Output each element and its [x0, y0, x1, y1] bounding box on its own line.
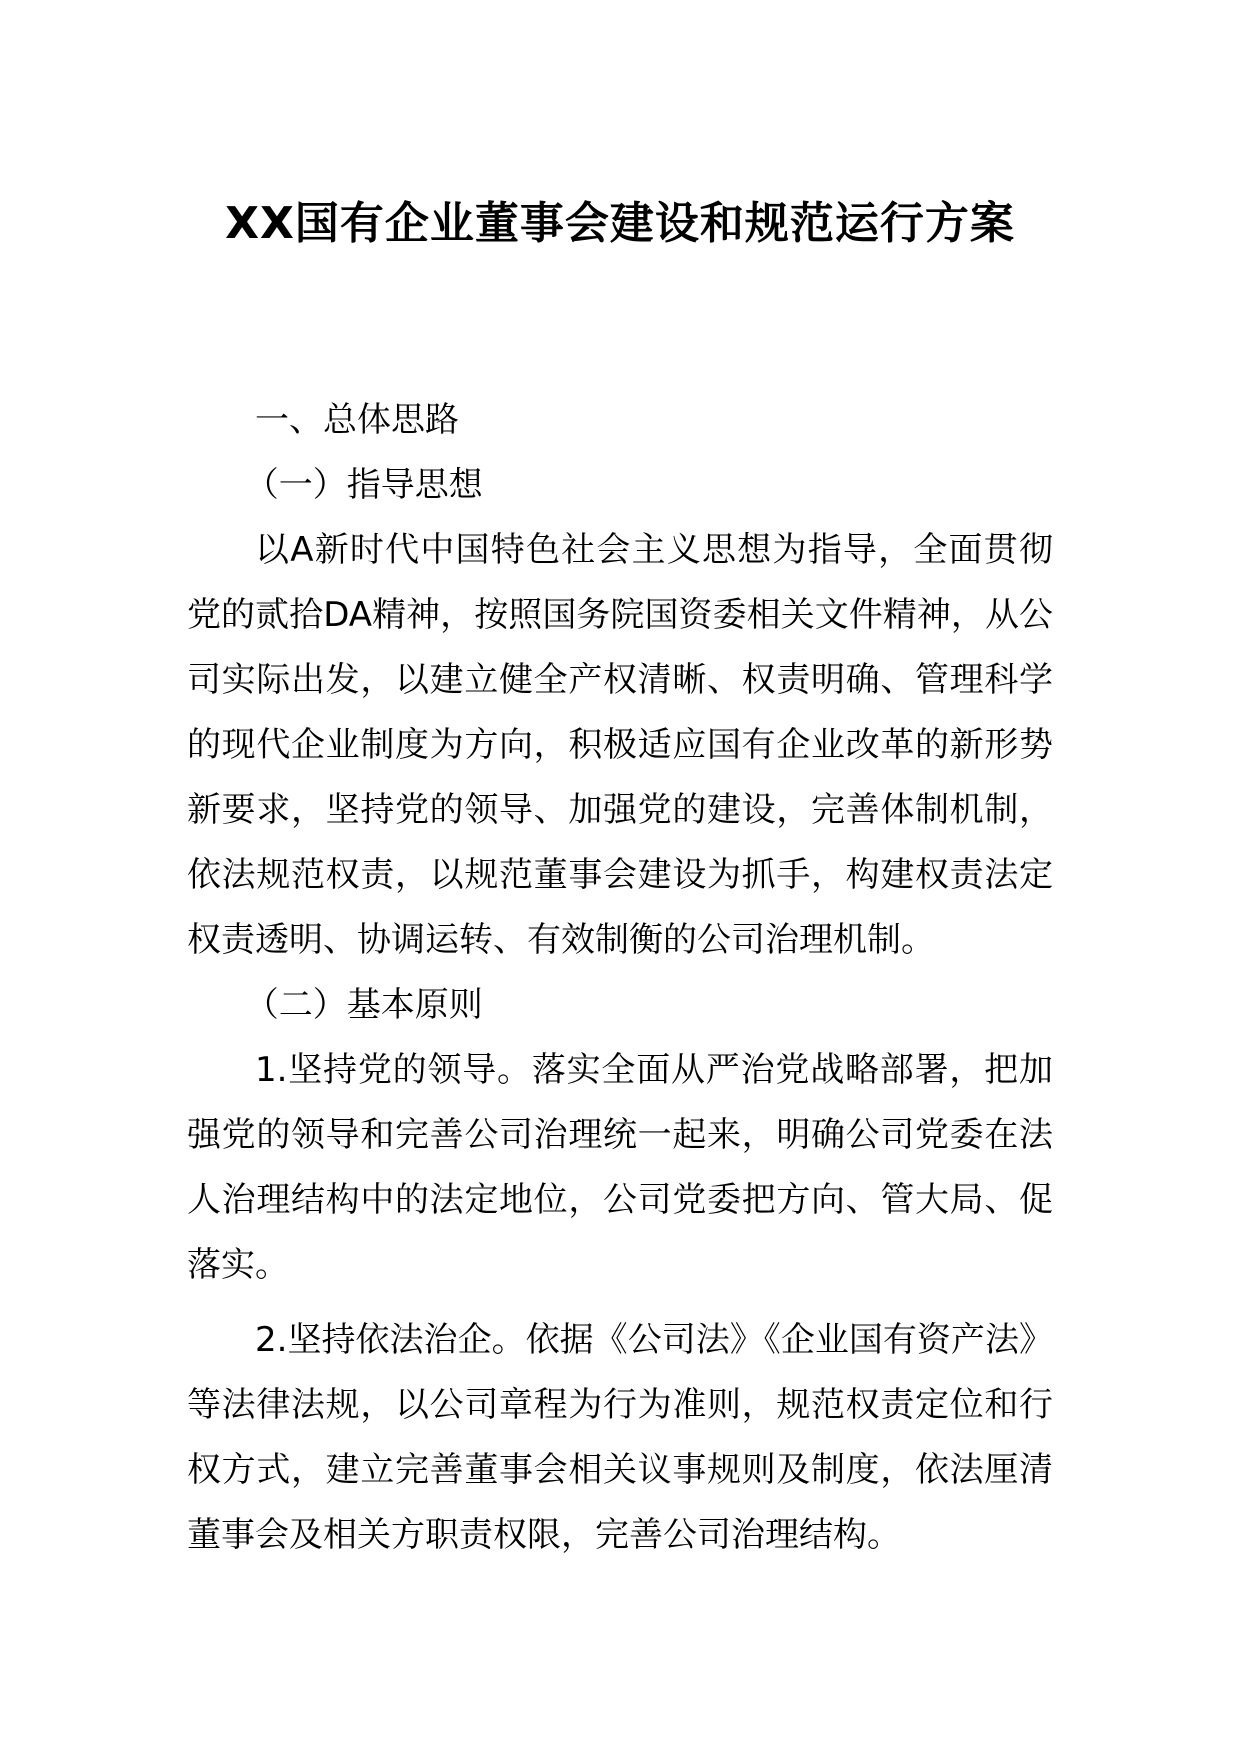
section-heading-overall-approach: 一、总体思路 — [255, 400, 459, 440]
subsection-heading-guiding-ideology: （一）指导思想 — [244, 465, 483, 505]
document-title: XX国有企业董事会建设和规范运行方案 — [225, 198, 1015, 249]
subsection-heading-basic-principles: （二）基本原则 — [244, 985, 483, 1025]
document-body — [187, 388, 1053, 1568]
paragraph-principle-2: 2.坚持依法治企。依据《公司法》《企业国有资产法》等法律法规，以公司章程为行为准则，规范权责定位和行权方式，建立完善董事会相关议事规则及制度，依法厘清董事会及相关方职责权限，完善公司治理结构。 — [187, 1320, 1053, 1555]
paragraph-guiding-ideology: 以A新时代中国特色社会主义思想为指导，全面贯彻党的贰拾DA精神，按照国务院国资委相关文件精神，从公司实际出发，以建立健全产权清晰、权责明确、管理科学的现代企业制度为方向，积极适应国有企业改革的新形势新要求，坚持党的领导、加强党的建设，完善体制机制，依法规范权责，以规范董事会建设为抓手，构建权责法定权责透明、协调运转、有效制衡的公司治理机制。 — [187, 530, 1053, 960]
paragraph-principle-1: 1.坚持党的领导。落实全面从严治党战略部署，把加强党的领导和完善公司治理统一起来，明确公司党委在法人治理结构中的法定地位，公司党委把方向、管大局、促落实。 — [187, 1050, 1053, 1285]
